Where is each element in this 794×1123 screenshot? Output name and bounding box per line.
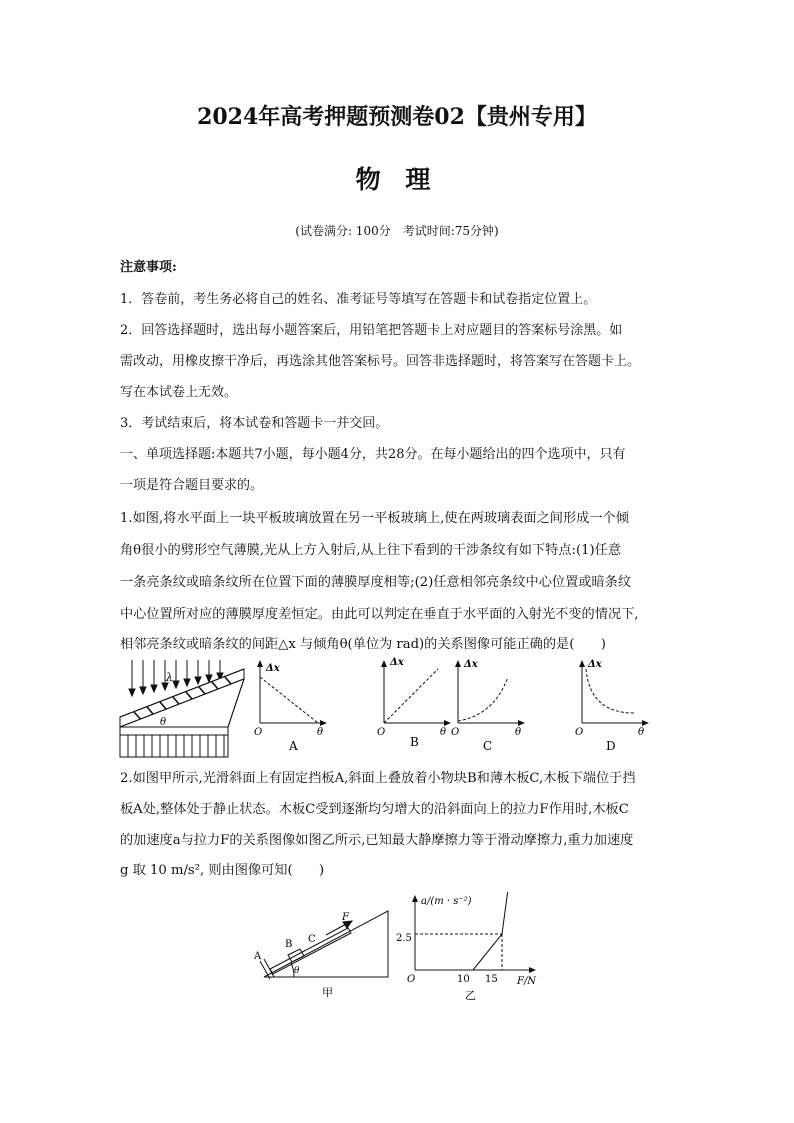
notes-heading: 注意事项: bbox=[120, 260, 177, 275]
label-f: F bbox=[342, 912, 349, 923]
y-tick-2-5: 2.5 bbox=[396, 933, 412, 944]
graph-d-origin: O bbox=[575, 727, 584, 738]
q2-figure-jia bbox=[248, 905, 398, 1000]
q1-line-5: 相邻亮条纹或暗条纹的间距△x 与倾角θ(单位为 rad)的关系图像可能正确的是( ) bbox=[120, 637, 606, 652]
lambda-label: λ bbox=[166, 671, 173, 684]
graph-b bbox=[377, 657, 451, 749]
graph-c-x-label: θ bbox=[515, 727, 522, 738]
label-theta: θ bbox=[294, 966, 300, 976]
q2-figure-yi bbox=[395, 892, 555, 1002]
label-a: A bbox=[254, 951, 262, 962]
series-line bbox=[473, 892, 514, 970]
graph-a-origin: O bbox=[254, 727, 263, 738]
label-c: C bbox=[308, 934, 316, 945]
graph-d-y-label: Δx bbox=[588, 659, 602, 670]
page-title: 2024年高考押题预测卷02【贵州专用】 bbox=[197, 104, 597, 130]
theta-label: θ bbox=[160, 717, 167, 728]
y-axis-arrow bbox=[412, 895, 418, 902]
graph-c bbox=[451, 659, 525, 753]
note-line-5: 3．考试结束后，将本试卷和答题卡一并交回。 bbox=[120, 416, 389, 431]
graph-a-option: A bbox=[289, 739, 298, 753]
note-line-3: 需改动，用橡皮擦干净后，再选涂其他答案标号。回答非选择题时，将答案写在答题卡上。 bbox=[120, 354, 641, 369]
note-line-2: 2．回答选择题时，选出每小题答案后，用铅笔把答题卡上对应题目的答案标号涂黑。如 bbox=[120, 323, 623, 338]
q1-line-3: 一条亮条纹或暗条纹所在位置下面的薄膜厚度相等;(2)任意相邻亮条纹中心位置或暗条纹 bbox=[120, 575, 632, 590]
graph-b-y-label: Δx bbox=[390, 657, 404, 668]
section-1-line-1: 一、单项选择题:本题共7小题，每小题4分，共28分。在每小题给出的四个选项中，只有 bbox=[120, 447, 626, 462]
x-tick-15: 15 bbox=[485, 974, 498, 985]
graph-c-option: C bbox=[483, 739, 493, 753]
caption-jia: 甲 bbox=[322, 986, 333, 999]
x-tick-10: 10 bbox=[457, 974, 470, 985]
chart-origin: O bbox=[407, 974, 416, 985]
caption-yi: 乙 bbox=[465, 989, 476, 1002]
subject-title: 物 理 bbox=[355, 165, 439, 194]
exam-info: (试卷满分: 100分 考试时间:75分钟) bbox=[295, 224, 499, 238]
graph-b-option: B bbox=[410, 735, 419, 749]
q2-line-4: g 取 10 m/s², 则由图像可知( ) bbox=[120, 863, 325, 878]
q1-line-2: 角θ很小的劈形空气薄膜,光从上方入射后,从上往下看到的干涉条纹有如下特点:(1)任意 bbox=[120, 543, 622, 558]
graph-d-option: D bbox=[606, 739, 616, 753]
q2-line-1: 2.如图甲所示,光滑斜面上有固定挡板A,斜面上叠放着小物块B和薄木板C,木板下端位于挡 bbox=[120, 771, 636, 786]
q1-figure bbox=[112, 655, 652, 760]
label-b: B bbox=[285, 939, 293, 950]
wedge-diagram bbox=[120, 660, 244, 757]
graph-c-origin: O bbox=[451, 727, 460, 738]
q2-line-2: 板A处,整体处于静止状态。木板C受到逐渐均匀增大的沿斜面向上的拉力F作用时,木板C bbox=[120, 802, 629, 817]
graph-d bbox=[575, 659, 649, 753]
q1-line-4: 中心位置所对应的薄膜厚度差恒定。由此可以判定在垂直于水平面的入射光不变的情况下, bbox=[120, 607, 639, 622]
graph-a-y-label: Δx bbox=[266, 663, 280, 674]
note-line-1: 1．答卷前，考生务必将自己的姓名、准考证号等填写在答题卡和试卷指定位置上。 bbox=[120, 292, 597, 307]
graph-d-x-label: θ bbox=[638, 727, 645, 738]
q2-line-3: 的加速度a与拉力F的关系图像如图乙所示,已知最大静摩擦力等于滑动摩擦力,重力加速度 bbox=[120, 833, 634, 848]
graph-b-x-label: θ bbox=[440, 727, 447, 738]
x-axis-arrow bbox=[529, 967, 536, 973]
y-axis-label: a/(m · s⁻²) bbox=[421, 896, 472, 907]
section-1-line-2: 一项是符合题目要求的。 bbox=[120, 478, 264, 493]
note-line-4: 写在本试卷上无效。 bbox=[120, 385, 238, 400]
q1-line-1: 1.如图,将水平面上一块平板玻璃放置在另一平板玻璃上,使在两玻璃表面之间形成一个倾 bbox=[120, 511, 629, 526]
graph-c-y-label: Δx bbox=[464, 659, 478, 670]
graph-b-origin: O bbox=[377, 727, 386, 738]
graph-a-x-label: θ bbox=[317, 727, 324, 738]
graph-a bbox=[254, 660, 327, 753]
x-axis-label: F/N bbox=[517, 976, 537, 987]
